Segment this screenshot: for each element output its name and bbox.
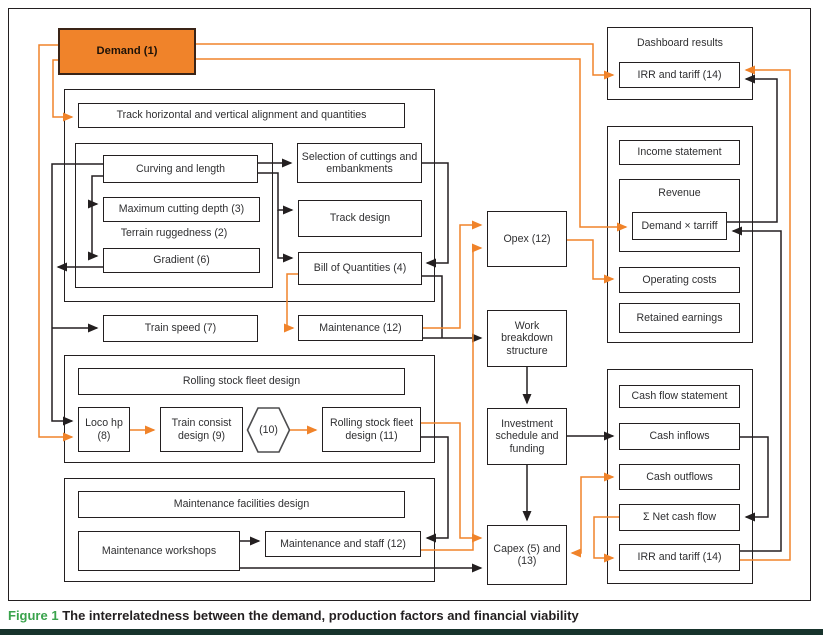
node-cash-inflows: Cash inflows (619, 423, 740, 450)
node-rolling-stock-title: Rolling stock fleet design (78, 368, 405, 395)
node-income-statement: Income statement (619, 140, 740, 165)
node-cash-outflows: Cash outflows (619, 464, 740, 490)
node-demand-x-tariff: Demand × tarriff (632, 212, 727, 240)
node-train-consist: Train consist design (9) (160, 407, 243, 452)
footer-strip (0, 629, 823, 635)
node-operating-costs: Operating costs (619, 267, 740, 293)
node-curving-and-length: Curving and length (103, 155, 258, 183)
node-maintenance-staff: Maintenance and staff (12) (265, 531, 421, 557)
figure-caption (8, 608, 788, 623)
node-gradient: Gradient (6) (103, 248, 260, 273)
node-max-cutting-depth: Maximum cutting depth (3) (103, 197, 260, 222)
node-irr-tariff-top: IRR and tariff (14) (619, 62, 740, 88)
node-selection-cuttings: Selection of cuttings and embankments (297, 143, 422, 183)
node-maintenance-workshops: Maintenance workshops (78, 531, 240, 571)
node-net-cash-flow: Σ Net cash flow (619, 504, 740, 531)
figure-caption-label: Figure 1 (8, 608, 59, 623)
node-maintenance-12: Maintenance (12) (298, 315, 423, 341)
node-maintenance-facilities-title: Maintenance facilities design (78, 491, 405, 518)
node-investment: Investment schedule and funding (487, 408, 567, 465)
node-capex: Capex (5) and (13) (487, 525, 567, 585)
node-cash-flow-statement: Cash flow statement (619, 385, 740, 408)
node-opex: Opex (12) (487, 211, 567, 267)
hexagon-label: (10) (259, 424, 278, 436)
label-terrain-ruggedness: Terrain ruggedness (2) (120, 227, 228, 239)
node-loco-hp: Loco hp (8) (78, 407, 130, 452)
node-track-design: Track design (298, 200, 422, 237)
node-retained-earnings: Retained earnings (619, 303, 740, 333)
node-wbs: Work breakdown structure (487, 310, 567, 367)
node-track-alignment: Track horizontal and vertical alignment and quantities (78, 103, 405, 128)
node-train-speed: Train speed (7) (103, 315, 258, 342)
node-demand: Demand (1) (58, 28, 196, 75)
node-rolling-stock-fleet-11: Rolling stock fleet design (11) (322, 407, 421, 452)
node-hexagon-10 (246, 406, 291, 454)
figure-caption-text: The interrelatedness between the demand, production factors and financial viability (58, 608, 579, 623)
label-revenue: Revenue (658, 187, 701, 199)
node-bill-of-quantities: Bill of Quantities (4) (298, 252, 422, 285)
node-irr-tariff-bottom: IRR and tariff (14) (619, 544, 740, 571)
label-dashboard-results: Dashboard results (637, 37, 723, 49)
